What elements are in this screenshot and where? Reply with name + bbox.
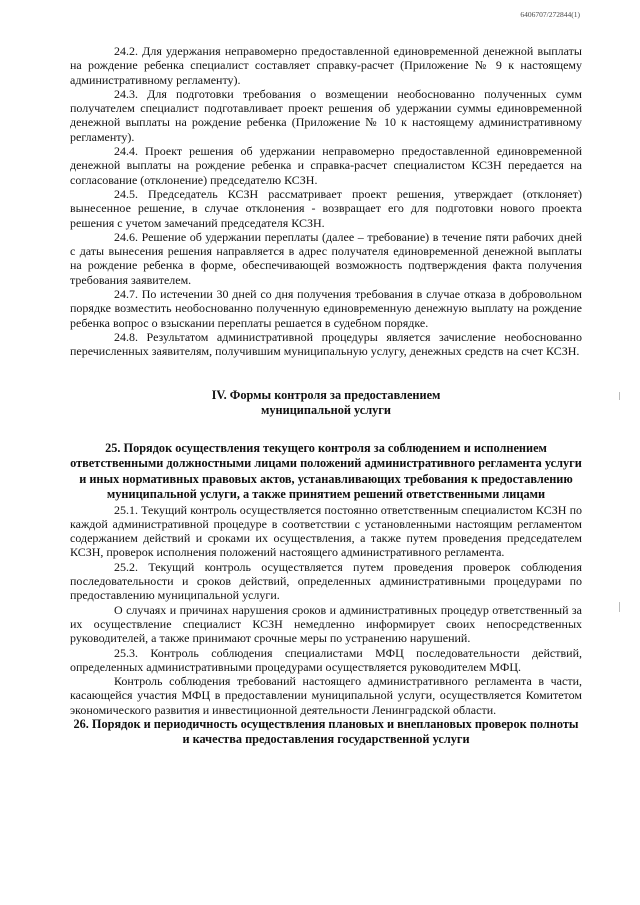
heading-25: 25. Порядок осуществления текущего контроля за соблюдением и исполнением ответственными должностными лицами положений административного регламента услуги и иных нормативных правовых актов, устанавливающих требования к предоставлению муниципальной услуги, а также принятием решений ответственными лицами — [70, 440, 582, 502]
paragraph-mfc-control: Контроль соблюдения требований настоящего административного регламента в части, касающейся участия МФЦ в предоставлении муниципальной услуги, осуществляется Комитетом экономического развития и инвестиционной деятельности Ленинградской области. — [70, 674, 582, 717]
paragraph-25-2: 25.2. Текущий контроль осуществляется путем проведения проверок соблюдения последовательности и сроков действий, определенных административными процедурами по предоставлению муниципальной услуги. — [70, 559, 582, 603]
section-iv-title-line2: муниципальной услуги — [261, 403, 391, 418]
paragraph-24-6: 24.6. Решение об удержании переплаты (далее – требование) в течение пяти рабочих дней с даты вынесения решения направляется в адрес получателя единовременной денежной выплаты на рождение ребенка в форме, обеспечивающей возможность подтверждения факта получения требования заявителем. — [70, 229, 582, 287]
paragraph-24-3: 24.3. Для подготовки требования о возмещении необоснованно полученных сумм получателем специалист подготавливает проект решения об удержании суммы единовременной денежной выплаты на рождение ребенка (Приложение № 10 к настоящему административному регламенту). — [70, 86, 582, 144]
section-iv-title-line1: IV. Формы контроля за предоставлением — [211, 387, 441, 402]
paragraph-24-4: 24.4. Проект решения об удержании неправомерно предоставленной единовременной денежной выплаты на рождение ребенка и справка-расчет специалистом КСЗН передается на согласование (отклонение) председателю КСЗН. — [70, 144, 582, 187]
section-iv-heading — [70, 388, 582, 419]
scan-mark — [619, 392, 620, 400]
scan-mark — [619, 602, 620, 612]
paragraph-25-3: 25.3. Контроль соблюдения специалистами МФЦ последовательности действий, определенных административными процедурами осуществляется руководителем МФЦ. — [70, 645, 582, 674]
paragraph-24-2: 24.2. Для удержания неправомерно предоставленной единовременной денежной выплаты на рождение ребенка специалист составляет справку-расчет (Приложение № 9 к настоящему административному регламенту). — [70, 44, 582, 87]
paragraph-25-1: 25.1. Текущий контроль осуществляется постоянно ответственным специалистом КСЗН по каждой административной процедуре в соответствии с установленными настоящим регламентом содержанием действий и сроками их осуществления, а также путем проведения председателем КСЗН, проверок исполнения положений настоящего административного регламента. — [70, 502, 582, 560]
paragraph-24-8: 24.8. Результатом административной процедуры является зачисление необоснованно перечисленных заявителям, получившим муниципальную услугу, денежных средств на счет КСЗН. — [70, 329, 582, 359]
paragraph-violations: О случаях и причинах нарушения сроков и административных процедур ответственный за их осуществление специалист КСЗН немедленно информирует своих непосредственных руководителей, а также принимают срочные меры по устранению нарушений. — [70, 602, 582, 646]
document-id: 6406707/272844(1) — [520, 10, 580, 19]
heading-26: 26. Порядок и периодичность осуществления плановых и внеплановых проверок полноты и качества предоставления государственной услуги — [73, 716, 579, 747]
paragraph-24-7: 24.7. По истечении 30 дней со дня получения требования в случае отказа в добровольном порядке возместить необоснованно полученную единовременную денежную выплату на рождение ребенка вопрос о взыскании переплаты решается в судебном порядке. — [70, 287, 582, 330]
document-body — [70, 44, 582, 748]
paragraph-24-5: 24.5. Председатель КСЗН рассматривает проект решения, утверждает (отклоняет) вынесенное решение, в случае отклонения - возвращает его для подготовки нового проекта решения с учетом замечаний председателя КСЗН. — [70, 186, 582, 230]
